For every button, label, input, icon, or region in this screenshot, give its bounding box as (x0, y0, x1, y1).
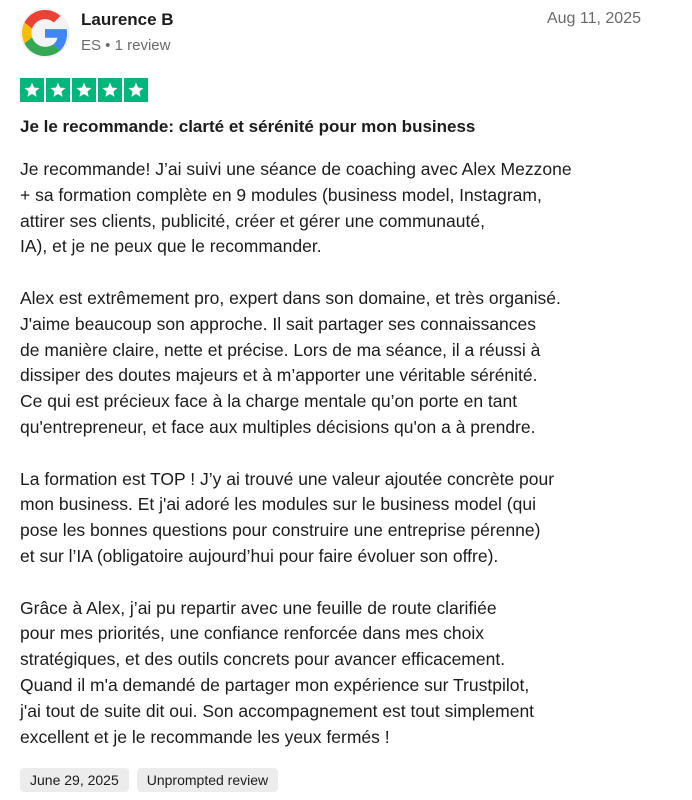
review-line: Grâce à Alex, j’ai pu repartir avec une feuille de route clarifiée (20, 597, 497, 618)
star-icon (98, 78, 122, 102)
review-line: qu'entrepreneur, et face aux multiples décisions qu'on a à prendre. (20, 416, 536, 437)
review-line: Alex est extrêmement pro, expert dans son domaine, et très organisé. (20, 287, 561, 308)
review-line: La formation est TOP ! J’y ai trouvé une valeur ajoutée concrète pour (20, 468, 555, 489)
review-line: Je recommande! J’ai suivi une séance de coaching avec Alex Mezzone (20, 159, 572, 179)
review-line: j'ai tout de suite dit oui. Son accompagnement est tout simplement (20, 700, 535, 721)
review-line: Ce qui est précieux face à la charge mentale qu’on porte en tant (20, 391, 518, 412)
review-line: de manière claire, nette et précise. Lors de ma séance, il a réussi à (20, 339, 541, 360)
review-line: J'aime beaucoup son approche. Il sait partager ses connaissances (20, 313, 537, 334)
reviewer-name[interactable]: Laurence B (81, 10, 174, 29)
review-line: excellent et je le recommande les yeux fermés ! (20, 726, 390, 747)
review-line: et sur l’IA (obligatoire aujourd’hui pour faire évoluer son offre). (20, 545, 499, 566)
review-paragraph (20, 286, 680, 441)
reviewer-meta: ES • 1 review (81, 37, 171, 54)
star-icon (72, 78, 96, 102)
star-icon (20, 78, 44, 102)
review-line: IA), et je ne peux que le recommander. (20, 236, 322, 257)
review-line: Quand il m'a demandé de partager mon expérience sur Trustpilot, (20, 674, 530, 695)
review-line: attirer ses clients, publicité, créer et gérer une communauté, (20, 210, 485, 231)
review-line: + sa formation complète en 9 modules (business model, Instagram, (20, 184, 542, 205)
review-paragraph (20, 596, 680, 751)
experience-date-tag: June 29, 2025 (20, 768, 129, 792)
review-body (20, 157, 680, 776)
review-line: mon business. Et j'ai adoré les modules sur le business model (qui (20, 494, 536, 515)
review-line: pour mes priorités, une confiance renforcée dans mes choix (20, 623, 484, 644)
star-rating (20, 78, 148, 102)
review-title[interactable]: Je le recommande: clarté et sérénité pour mon business (20, 117, 476, 136)
review-line: pose les bonnes questions pour construire une entreprise pérenne) (20, 520, 541, 541)
review-paragraph (20, 157, 680, 260)
review-date: Aug 11, 2025 (546, 10, 641, 27)
review-line: stratégiques, et des outils concrets pour avancer efficacement. (20, 649, 506, 670)
review-header (20, 6, 672, 62)
star-icon (46, 78, 70, 102)
star-icon (124, 78, 148, 102)
review-tags (20, 768, 278, 792)
review-paragraph (20, 467, 680, 570)
unprompted-review-tag[interactable]: Unprompted review (137, 768, 278, 792)
google-g-icon (22, 10, 68, 56)
avatar[interactable] (20, 8, 70, 58)
review-line: dissiper des doutes majeurs et à m’apporter une véritable sérénité. (20, 365, 538, 386)
